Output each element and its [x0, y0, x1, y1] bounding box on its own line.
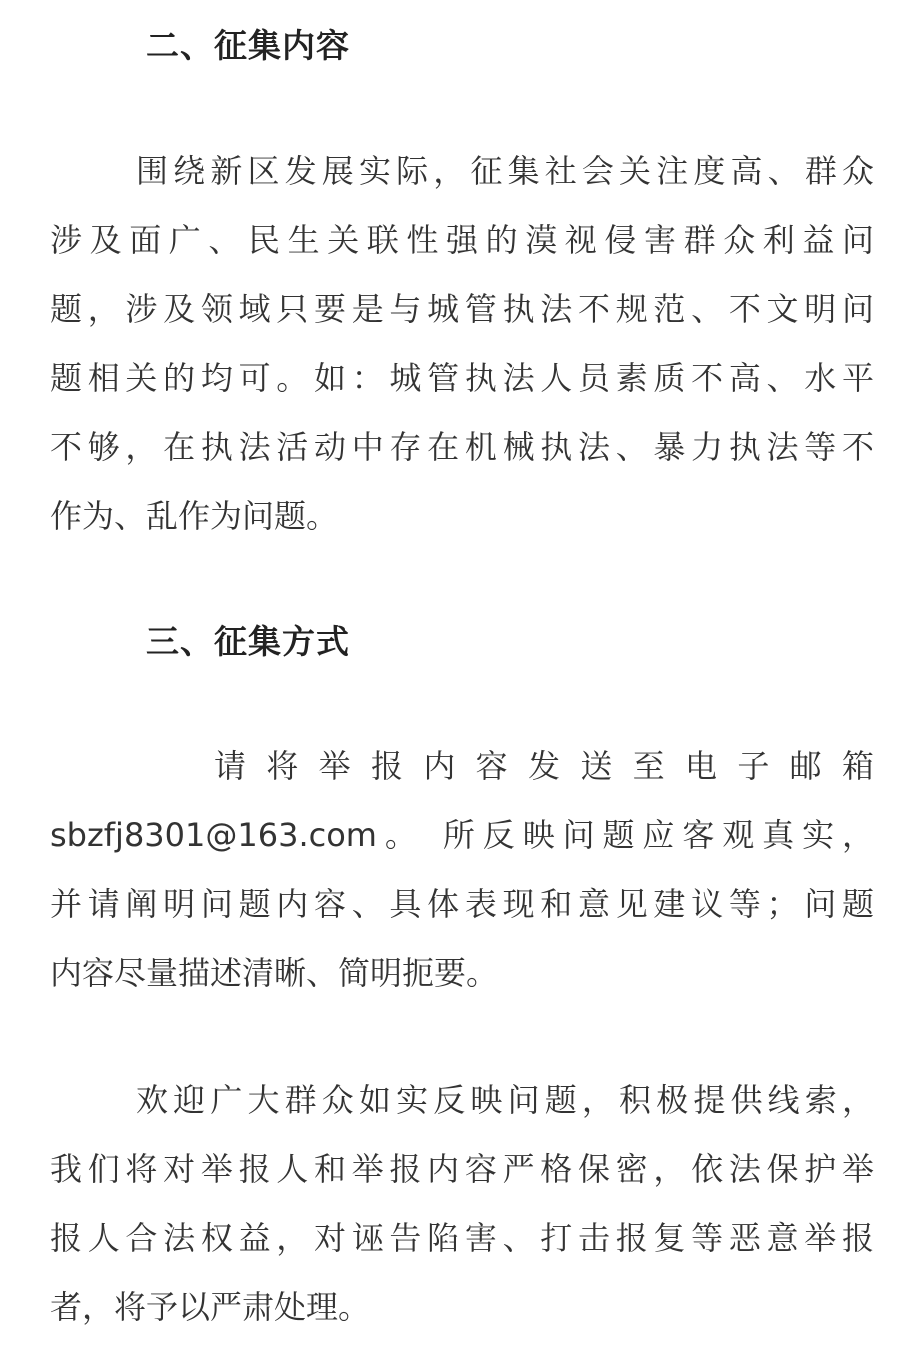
- paragraph-line: 我们将对举报人和举报内容严格保密，依法保护举: [50, 1150, 874, 1188]
- paragraph-method: [50, 732, 874, 1008]
- section-heading-content: 二、征集内容: [146, 26, 350, 65]
- paragraph-line: 作为、乱作为问题。: [50, 497, 339, 535]
- paragraph-line: 内容尽量描述清晰、简明扼要。: [50, 954, 499, 992]
- paragraph-line: 报人合法权益，对诬告陷害、打击报复等恶意举报: [50, 1219, 874, 1257]
- section-heading-method: 三、征集方式: [146, 622, 350, 661]
- paragraph-line: 者，将予以严肃处理。: [50, 1288, 371, 1326]
- paragraph-content: [50, 137, 874, 551]
- paragraph-line: 欢迎广大群众如实反映问题，积极提供线索，: [136, 1081, 874, 1119]
- paragraph-line: 题相关的均可。如：城管执法人员素质不高、水平: [50, 359, 874, 397]
- paragraph-closing: [50, 1066, 874, 1342]
- paragraph-line: 围绕新区发展实际，征集社会关注度高、群众: [136, 152, 874, 190]
- paragraph-line: 并请阐明问题内容、具体表现和意见建议等；问题: [50, 885, 874, 923]
- paragraph-line: 题，涉及领域只要是与城管执法不规范、不文明问: [50, 290, 874, 328]
- email-line: sbzfj8301@163.com。 所反映问题应客观真实，: [50, 816, 874, 854]
- paragraph-line: 请将举报内容发送至电子邮箱: [214, 747, 874, 785]
- paragraph-line: 不够，在执法活动中存在机械执法、暴力执法等不: [50, 428, 874, 466]
- paragraph-line: 涉及面广、民生关联性强的漠视侵害群众利益问: [50, 221, 874, 259]
